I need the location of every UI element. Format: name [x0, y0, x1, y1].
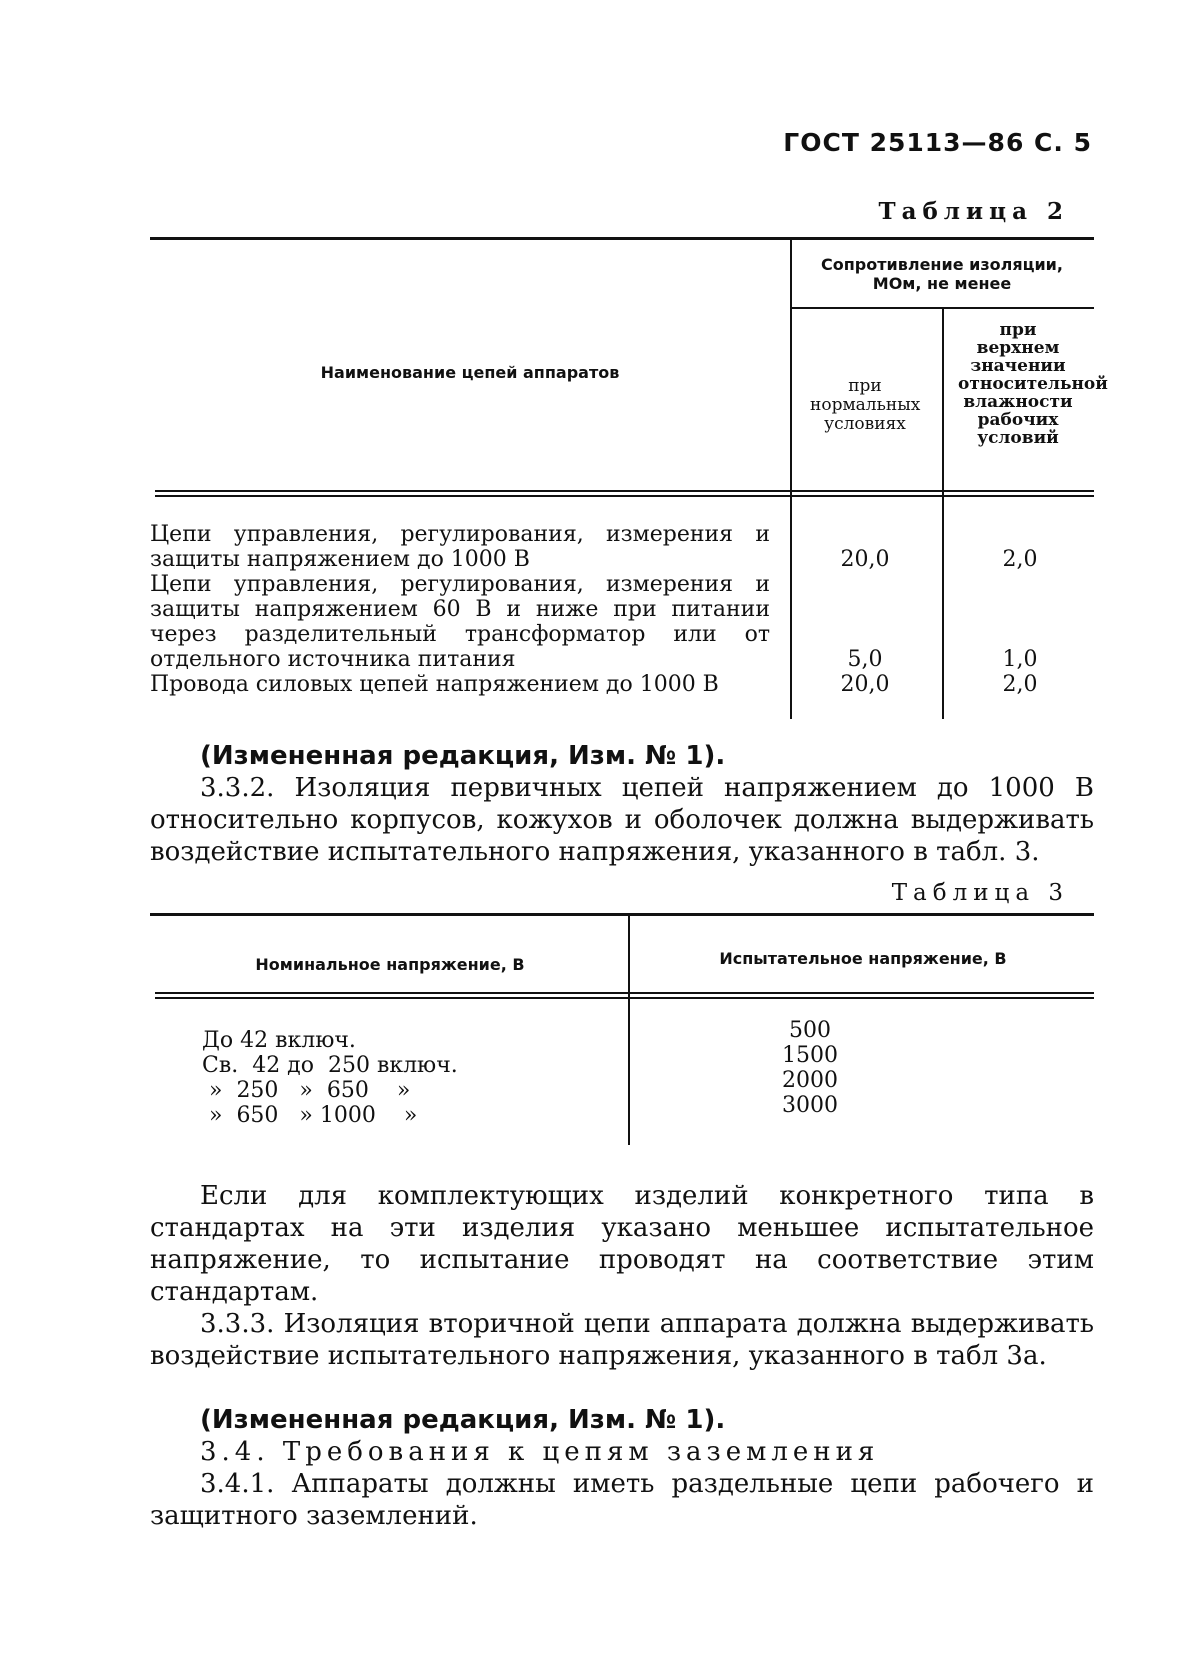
test-voltage: 1500 [782, 1043, 838, 1068]
col-group-header: Сопротивление изоляции, МОм, не менее [821, 255, 1063, 293]
table-divider [942, 309, 944, 719]
table-rule [155, 992, 1094, 994]
test-voltage: 2000 [782, 1068, 838, 1093]
row-name-1: Цепи управления, регулирования, измерения и защиты напряжением до 1000 В [150, 522, 770, 572]
nominal-voltage: До 42 включ. [202, 1028, 356, 1053]
note-amendment-2: (Измененная редакция, Изм. № 1). [200, 1405, 726, 1435]
nominal-voltage: » 650 » 1000 » [202, 1103, 418, 1128]
col-name-header: Наименование цепей аппаратов [320, 363, 620, 382]
row-3-normal: 20,0 [840, 672, 890, 697]
row-name-2: Цепи управления, регулирования, измерения и защиты напряжением 60 В и ниже при питании через разделительный трансформатор или от отдельного источника питания [150, 572, 770, 672]
nominal-voltage: » 250 » 650 » [202, 1078, 411, 1103]
table-3-label: Таблица 3 [891, 880, 1069, 906]
test-voltage: 500 [789, 1018, 831, 1043]
table-rule [150, 913, 1094, 916]
para-3-4: 3.4. Требования к цепям заземления [200, 1437, 880, 1467]
col-humid-header: при верхнем значении относительной влажности рабочих условий [958, 320, 1108, 448]
table-2 [150, 237, 1108, 719]
para-3-3-2: 3.3.2. Изоляция первичных цепей напряжением до 1000 В относительно корпусов, кожухов и оболочек должна выдерживать воздействие испытательного напряжения, указанного в табл. 3. [150, 773, 1094, 867]
row-1-humid: 2,0 [1002, 547, 1038, 572]
para-3-4-1: 3.4.1. Аппараты должны иметь раздельные цепи рабочего и защитного заземлений. [150, 1469, 1094, 1531]
col-normal-header: при нормальных условиях [810, 376, 921, 434]
table-2-label: Таблица 2 [878, 198, 1069, 225]
nominal-voltage-list [202, 1028, 458, 1128]
col-test-header: Испытательное напряжение, В [719, 949, 1007, 968]
nominal-voltage: Св. 42 до 250 включ. [202, 1053, 458, 1078]
table-rule [155, 490, 1094, 492]
note-amendment-1: (Измененная редакция, Изм. № 1). [200, 741, 726, 771]
table-3 [150, 913, 1094, 1145]
table-rule [155, 997, 1094, 999]
para-3-3-3: 3.3.3. Изоляция вторичной цепи аппарата должна выдерживать воздействие испытательного напряжения, указанного в табл 3а. [150, 1309, 1094, 1371]
row-2-normal: 5,0 [847, 647, 883, 672]
test-voltage: 3000 [782, 1093, 838, 1118]
row-3-humid: 2,0 [1002, 672, 1038, 697]
page-header: ГОСТ 25113—86 С. 5 [783, 128, 1092, 157]
table-rule [155, 495, 1094, 497]
table-divider [790, 237, 792, 719]
para-if: Если для комплектующих изделий конкретного типа в стандартах на эти изделия указано меньшее испытательное напряжение, то испытание проводят на соответствие этим стандартам. [150, 1181, 1094, 1307]
table-rule [150, 237, 1094, 240]
test-voltage-list [740, 1018, 880, 1118]
table-divider [628, 913, 630, 1145]
row-2-humid: 1,0 [1002, 647, 1038, 672]
row-1-normal: 20,0 [840, 547, 890, 572]
col-nominal-header: Номинальное напряжение, В [255, 955, 525, 974]
row-name-3: Провода силовых цепей напряжением до 1000 В [150, 672, 719, 697]
